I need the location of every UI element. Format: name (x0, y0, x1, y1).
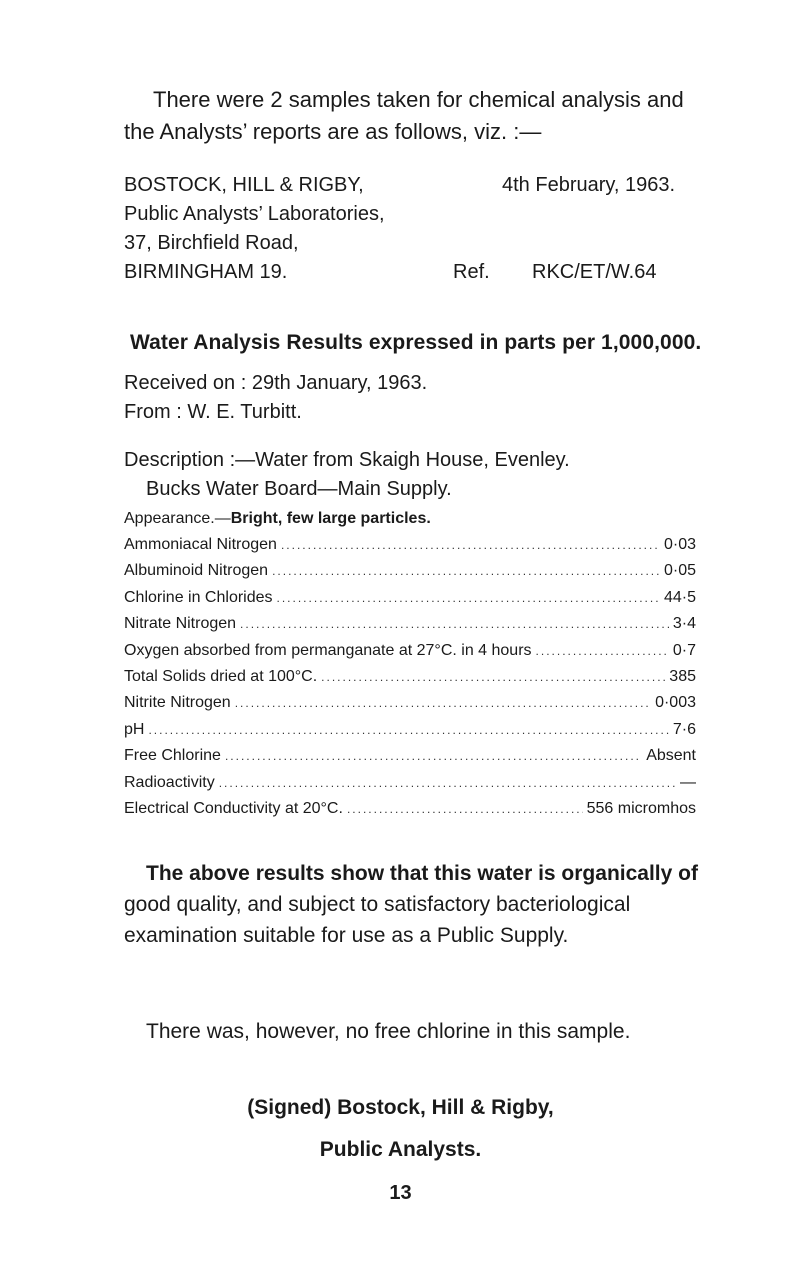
address-line-1: BOSTOCK, HILL & RIGBY, (124, 174, 364, 196)
reference-value: RKC/ET/W.64 (532, 261, 657, 283)
result-label: Radioactivity (124, 773, 215, 791)
result-label: Albuminoid Nitrogen (124, 562, 269, 580)
result-value: 0·7 (672, 641, 696, 659)
appearance-row (124, 510, 696, 536)
result-label: Ammoniacal Nitrogen (124, 536, 277, 553)
result-row (124, 562, 696, 588)
appearance-label: Appearance.— (124, 510, 231, 527)
intro-line-1: There were 2 samples taken for chemical analysis and (153, 87, 684, 112)
conclusion-line-1: The above results show that this water is organically of (146, 862, 698, 885)
address-line-4: BIRMINGHAM 19. (124, 261, 288, 283)
leader-dots (321, 670, 665, 684)
description-line-1: Description :—Water from Skaigh House, Evenley. (124, 449, 570, 471)
result-value: 556 micromhos (586, 799, 696, 817)
result-value: 3·4 (672, 615, 696, 633)
leader-dots (219, 776, 676, 790)
result-value: 44·5 (663, 588, 696, 606)
conclusion-paragraph (124, 858, 704, 951)
result-label: Electrical Conductivity at 20°C. (124, 799, 343, 817)
result-label: Total Solids dried at 100°C. (124, 667, 318, 685)
leader-dots (272, 564, 660, 578)
report-date: 4th February, 1963. (502, 174, 676, 196)
reference-label: Ref. (453, 261, 490, 283)
result-value: — (680, 773, 696, 791)
result-row (124, 589, 696, 615)
signature-line-2: Public Analysts. (319, 1138, 482, 1161)
leader-dots (225, 749, 642, 763)
description-line-2: Bucks Water Board—Main Supply. (146, 478, 452, 500)
description-block (124, 446, 570, 504)
result-value: 0·03 (663, 536, 696, 553)
result-row (124, 721, 696, 747)
result-row (124, 642, 696, 668)
result-label: pH (124, 720, 145, 738)
received-line: Received on : 29th January, 1963. (124, 372, 428, 394)
result-label: Nitrite Nitrogen (124, 694, 231, 712)
chlorine-note: There was, however, no free chlorine in this sample. (146, 1020, 631, 1043)
signature-line-1: (Signed) Bostock, Hill & Rigby, (247, 1096, 554, 1119)
leader-dots (536, 644, 669, 658)
results-table (124, 510, 696, 826)
received-block (124, 369, 427, 427)
leader-dots (347, 802, 583, 816)
leader-dots (281, 538, 660, 552)
result-label: Chlorine in Chlorides (124, 588, 273, 606)
result-value: 7·6 (672, 720, 696, 738)
result-row (124, 747, 696, 773)
intro-paragraph (124, 84, 704, 148)
result-label: Nitrate Nitrogen (124, 615, 237, 633)
result-label: Free Chlorine (124, 747, 221, 765)
appearance-value: Bright, few large particles. (230, 510, 431, 527)
result-label: Oxygen absorbed from permanganate at 27°C. in 4 hours (124, 641, 532, 659)
result-row (124, 668, 696, 694)
conclusion-line-2: good quality, and subject to satisfactory bacteriological (124, 893, 631, 916)
address-line-3: 37, Birchfield Road, (124, 232, 299, 254)
leader-dots (277, 591, 660, 605)
result-value: 385 (669, 667, 696, 685)
result-row (124, 615, 696, 641)
leader-dots (240, 617, 669, 631)
page-number: 13 (389, 1182, 412, 1204)
result-row (124, 774, 696, 800)
conclusion-line-3: examination suitable for use as a Public Supply. (124, 924, 569, 947)
from-line: From : W. E. Turbitt. (124, 401, 302, 423)
result-value: Absent (646, 747, 696, 765)
result-row (124, 800, 696, 826)
result-value: 0·05 (663, 562, 696, 580)
results-heading: Water Analysis Results expressed in parts per 1,000,000. (130, 331, 702, 354)
leader-dots (235, 696, 651, 710)
intro-line-2: the Analysts’ reports are as follows, viz. :— (124, 119, 542, 144)
result-row (124, 694, 696, 720)
result-value: 0·003 (655, 694, 696, 712)
address-line-2: Public Analysts’ Laboratories, (124, 203, 385, 225)
leader-dots (148, 723, 668, 737)
result-row (124, 536, 696, 562)
